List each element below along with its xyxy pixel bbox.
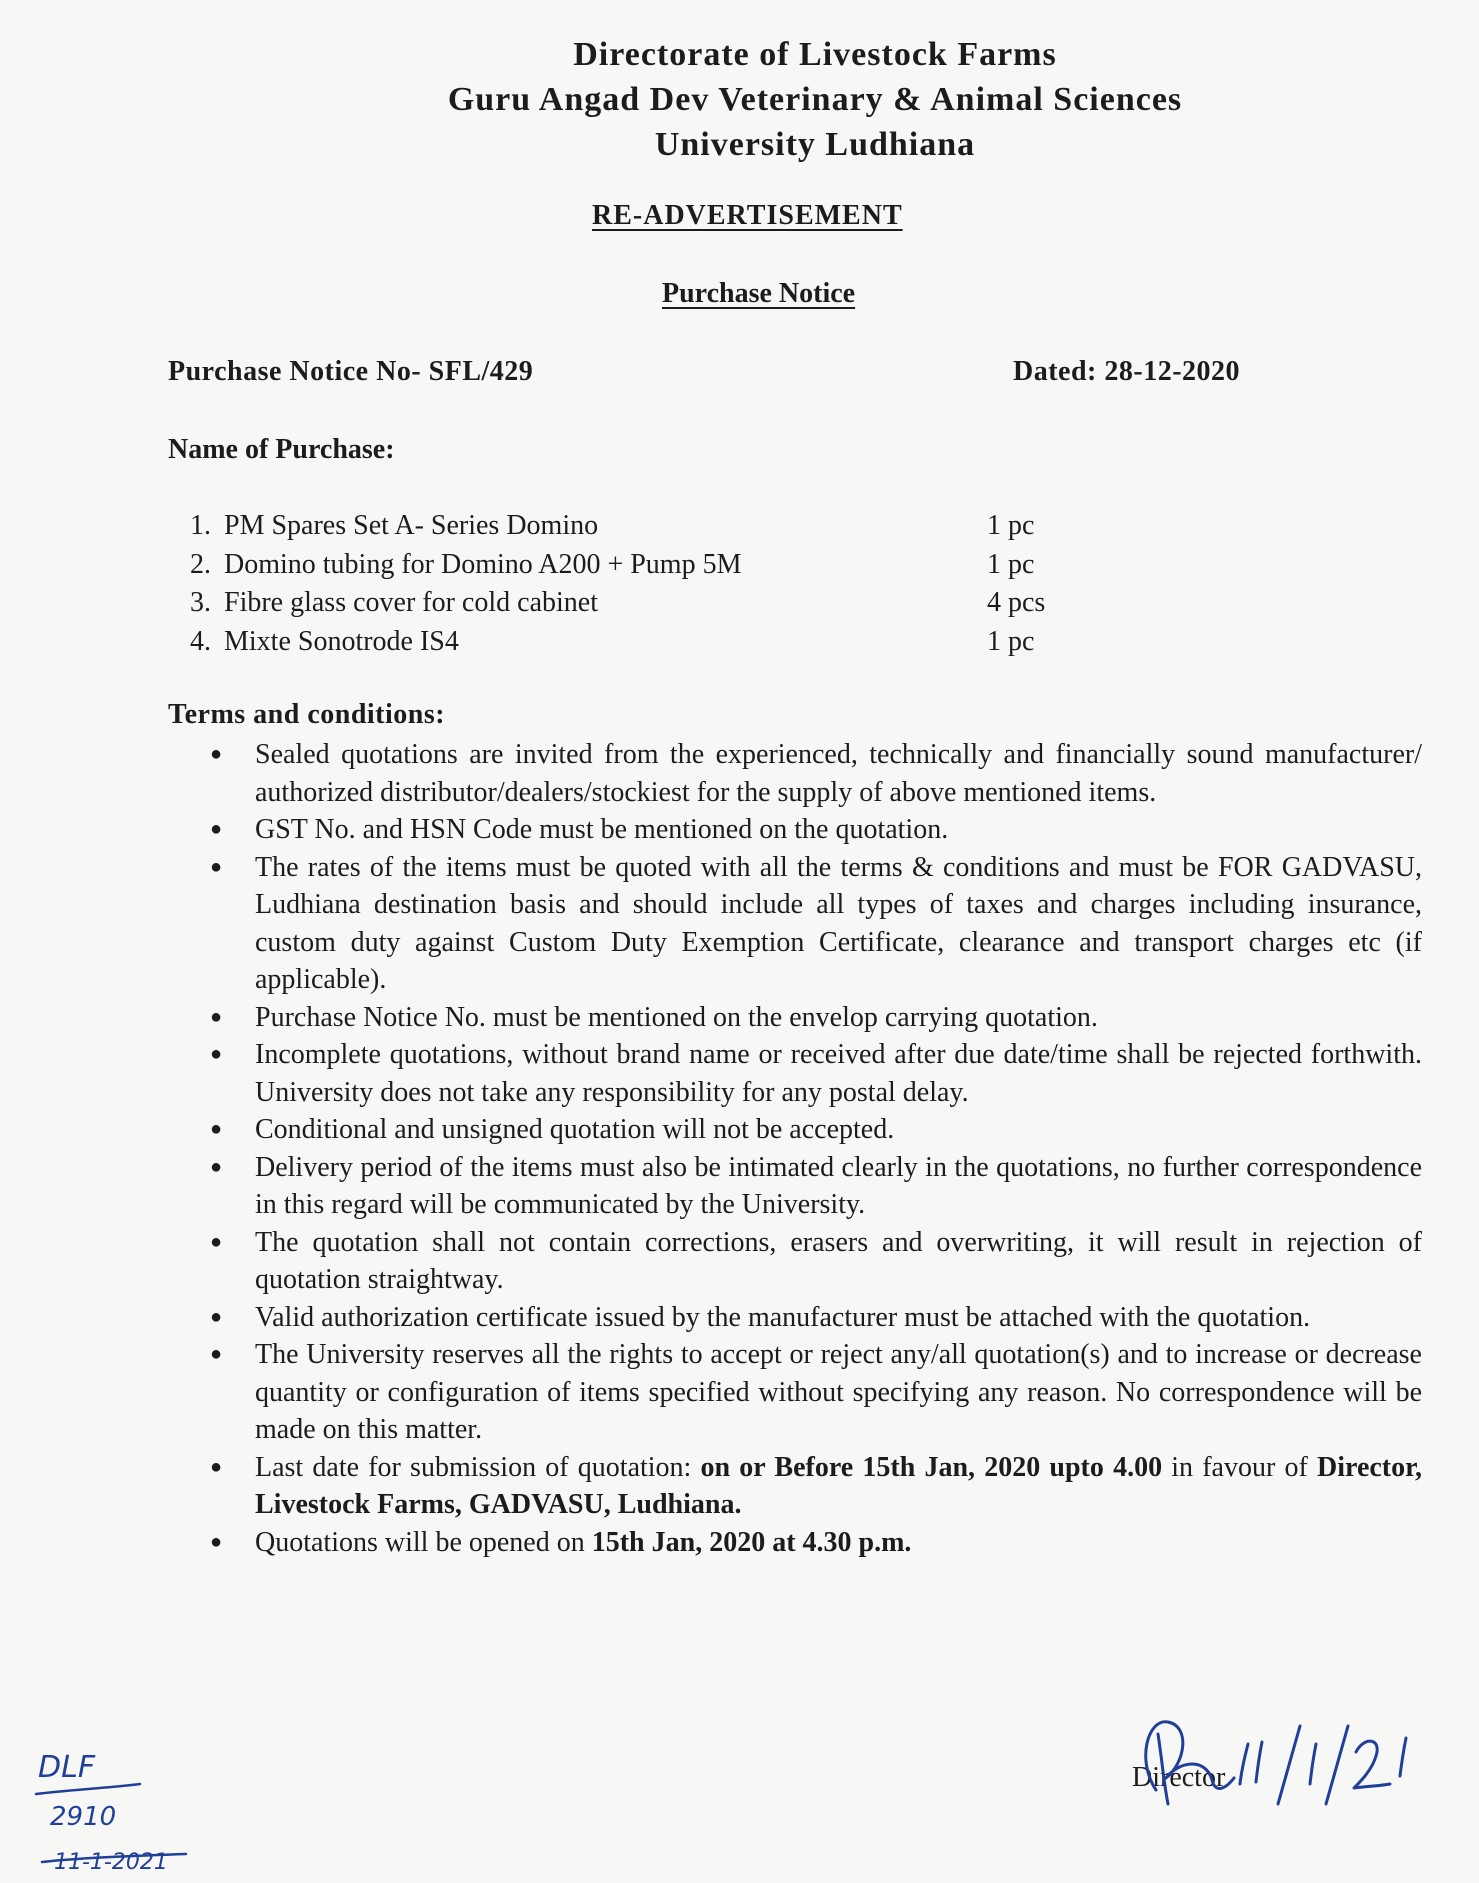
item-number: 3. xyxy=(190,587,211,618)
bullet-icon: ● xyxy=(210,1155,223,1178)
purchase-item xyxy=(190,507,1090,546)
item-quantity: 1 pc xyxy=(987,510,1035,541)
bullet-icon: ● xyxy=(210,1230,223,1253)
item-name: Fibre glass cover for cold cabinet xyxy=(224,587,598,618)
term-item xyxy=(210,1299,1422,1337)
item-number: 4. xyxy=(190,625,211,657)
notice-number: Purchase Notice No- SFL/429 xyxy=(168,356,534,387)
item-number: 2. xyxy=(190,548,211,580)
item-name: PM Spares Set A- Series Domino xyxy=(224,510,599,541)
notice-date: Dated: 28-12-2020 xyxy=(1013,356,1241,387)
handwritten-signature xyxy=(1128,1700,1408,1830)
term-text: Conditional and unsigned quotation will not be accepted. xyxy=(255,1114,895,1145)
opening-date: 15th Jan, 2020 at 4.30 p.m. xyxy=(591,1526,912,1558)
last-date-deadline: on or Before 15th Jan, 2020 upto 4.00 xyxy=(700,1451,1163,1483)
purchase-notice-heading: Purchase Notice xyxy=(662,278,856,309)
purchase-items-list xyxy=(190,507,1090,661)
bullet-icon: ● xyxy=(210,818,223,840)
terms-list xyxy=(210,736,1422,1561)
term-text: The rates of the items must be quoted with all the terms & conditions and must be FOR GADVASU, Ludhiana destination basis and should include all types of taxes and charges including insurance, custom duty against Custom Duty Exemption Certificate, clearance and transport charges etc (if applicable). xyxy=(255,851,1422,995)
term-item-last-date xyxy=(210,1449,1422,1524)
term-text: Valid authorization certificate issued by the manufacturer must be attached with the quotation. xyxy=(255,1301,1311,1333)
letterhead-line-1: Directorate of Livestock Farms xyxy=(573,36,1057,73)
letterhead-line-2: Guru Angad Dev Veterinary & Animal Sciences xyxy=(447,81,1183,118)
term-item-opening xyxy=(210,1524,1422,1562)
bullet-icon: ● xyxy=(210,1118,223,1140)
letterhead-line-3: University Ludhiana xyxy=(654,126,976,163)
receipt-note-line-3: 11-1-2021 xyxy=(54,1850,168,1875)
term-item xyxy=(210,811,1422,849)
term-text: The University reserves all the rights to accept or reject any/all quotation(s) and to increase or decrease quantity or configuration of items specified without specifying any reason. No correspondence will be made on this matter. xyxy=(255,1339,1422,1445)
term-text: The quotation shall not contain corrections, erasers and overwriting, it will result in rejection of quotation straightway. xyxy=(255,1226,1422,1295)
bullet-icon: ● xyxy=(210,855,223,878)
last-date-prefix: Last date for submission of quotation: xyxy=(255,1451,701,1483)
item-quantity: 4 pcs xyxy=(987,587,1046,618)
bullet-icon: ● xyxy=(210,1005,223,1028)
bullet-icon: ● xyxy=(210,1043,223,1065)
signatory-label: Director xyxy=(1132,1762,1226,1793)
last-date-mid: in favour of xyxy=(1162,1451,1318,1483)
receipt-note-line-2: 2910 xyxy=(50,1802,117,1832)
term-item xyxy=(210,736,1422,811)
handwritten-receipt-note xyxy=(28,1738,208,1878)
item-number: 1. xyxy=(190,510,211,541)
item-quantity: 1 pc xyxy=(987,625,1035,657)
term-item xyxy=(210,1336,1422,1449)
item-name: Domino tubing for Domino A200 + Pump 5M xyxy=(224,548,742,580)
last-date-addressee: Director, Livestock Farms, GADVASU, Ludhiana. xyxy=(255,1451,1422,1520)
letterhead xyxy=(0,32,1479,167)
term-text: GST No. and HSN Code must be mentioned on the quotation. xyxy=(255,814,949,845)
bullet-icon: ● xyxy=(210,1305,223,1328)
term-item xyxy=(210,1036,1422,1111)
bullet-icon: ● xyxy=(210,743,223,765)
bullet-icon: ● xyxy=(210,1455,223,1478)
term-text: Sealed quotations are invited from the experienced, technically and financially sound manufacturer/ authorized distributor/dealers/stockiest for the supply of above mentioned items. xyxy=(255,739,1422,808)
receipt-note-line-1: DLF xyxy=(38,1750,96,1785)
term-item xyxy=(210,1111,1422,1149)
bullet-icon: ● xyxy=(210,1530,223,1553)
terms-title: Terms and conditions: xyxy=(168,699,446,730)
purchase-item xyxy=(190,546,1090,585)
name-of-purchase-label: Name of Purchase: xyxy=(168,434,395,465)
term-item xyxy=(210,849,1422,999)
term-item xyxy=(210,1224,1422,1299)
term-text: Delivery period of the items must also be intimated clearly in the quotations, no further correspondence in this regard will be communicated by the University. xyxy=(255,1151,1422,1220)
term-item xyxy=(210,999,1422,1037)
item-quantity: 1 pc xyxy=(987,548,1035,580)
opening-prefix: Quotations will be opened on xyxy=(255,1526,592,1558)
item-name: Mixte Sonotrode IS4 xyxy=(224,625,459,657)
purchase-item xyxy=(190,584,1090,623)
re-advertisement-heading: RE-ADVERTISEMENT xyxy=(592,200,903,231)
term-text: Incomplete quotations, without brand name or received after due date/time shall be rejected forthwith. University does not take any responsibility for any postal delay. xyxy=(255,1039,1422,1108)
purchase-item xyxy=(190,623,1090,662)
bullet-icon: ● xyxy=(210,1343,223,1365)
term-text: Purchase Notice No. must be mentioned on the envelop carrying quotation. xyxy=(255,1001,1098,1033)
term-item xyxy=(210,1149,1422,1224)
